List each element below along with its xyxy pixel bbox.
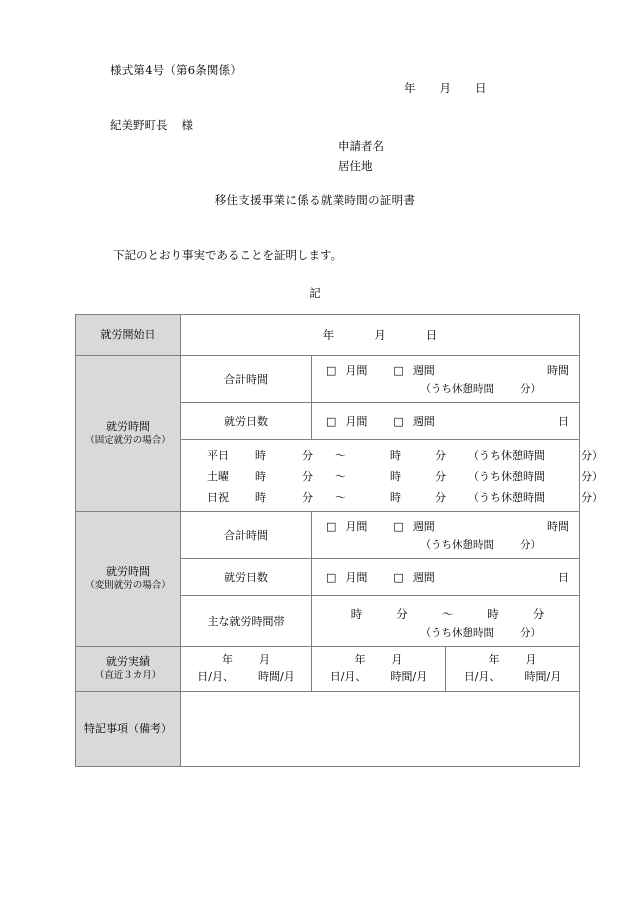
checkbox-icon[interactable]: □ xyxy=(393,415,404,428)
work-record-month-3-year: 年 xyxy=(488,653,500,666)
day-row-weekday-min-from: 分 xyxy=(302,448,313,462)
variable-main-band-tilde: ～ xyxy=(441,607,454,621)
variable-total-hours-break-label: （うち休憩時間 xyxy=(420,539,494,551)
work-record-month-3-month: 月 xyxy=(525,653,537,666)
day-row-sunday-holiday-break-label: （うち休憩時間 xyxy=(468,490,545,504)
fixed-work-header-sub: （固定就労の場合） xyxy=(85,434,171,446)
variable-work-days-label: 就労日数 xyxy=(224,571,268,584)
day-row-weekday-tilde: ～ xyxy=(335,448,346,462)
fixed-total-hours-break-line xyxy=(326,381,569,396)
day-row-sunday-holiday-min-from: 分 xyxy=(302,490,313,504)
variable-total-hours-break-unit: 分） xyxy=(520,539,541,551)
variable-work-header-sub: （変則就労の場合） xyxy=(85,580,171,592)
checkbox-icon[interactable]: □ xyxy=(393,364,404,377)
fixed-work-header xyxy=(76,356,181,512)
day-row-weekday-hour-to: 時 xyxy=(390,448,401,462)
addressee-line xyxy=(110,117,193,133)
work-record-header-main: 就労実績 xyxy=(106,655,150,669)
variable-main-band-value-cell[interactable] xyxy=(312,596,580,647)
work-record-month-1-year: 年 xyxy=(222,653,233,666)
fixed-total-hours-label-cell xyxy=(181,356,312,403)
work-record-month-2-line1 xyxy=(312,652,445,669)
notes-header-label: 特記事項（備考） xyxy=(84,721,172,735)
day-row-sunday-holiday xyxy=(181,486,603,507)
fixed-total-hours-value-cell[interactable] xyxy=(312,356,580,403)
start-date-day-label: 日 xyxy=(425,328,438,342)
day-row-saturday-break-label: （うち休憩時間 xyxy=(468,469,545,483)
date-year-label: 年 xyxy=(404,81,416,95)
day-row-sunday-holiday-hour-from: 時 xyxy=(255,490,266,504)
start-date-header xyxy=(76,315,181,356)
work-record-month-1 xyxy=(181,647,311,691)
fixed-day-details xyxy=(181,440,603,511)
addressee-name: 紀美野町長 xyxy=(110,118,168,132)
checkbox-icon[interactable]: □ xyxy=(326,415,337,428)
day-row-weekday-hour-from: 時 xyxy=(255,448,266,462)
fixed-total-hours-value xyxy=(312,356,579,402)
work-hours-table xyxy=(75,314,603,767)
work-record-month-3-line2 xyxy=(446,669,579,686)
applicant-address-label: 居住地 xyxy=(338,159,373,173)
day-row-saturday-break-unit: 分） xyxy=(581,469,603,483)
day-row-saturday-min-to: 分 xyxy=(435,469,446,483)
notes-header xyxy=(76,692,181,767)
variable-main-band-value xyxy=(312,596,579,646)
work-record-month-3-cell[interactable] xyxy=(446,647,580,692)
start-date-month-label: 月 xyxy=(374,328,386,342)
document-date-line xyxy=(404,80,487,96)
fixed-work-days-unit: 日 xyxy=(558,415,569,428)
variable-main-band-hour-to: 時 xyxy=(487,607,499,621)
work-record-month-2-days: 日/月、 xyxy=(329,669,367,683)
fixed-work-days-value xyxy=(312,407,579,435)
work-record-header xyxy=(76,647,181,692)
day-row-saturday-hour-from: 時 xyxy=(255,469,266,483)
table-row-start-date xyxy=(76,315,580,356)
variable-work-days-check-line xyxy=(326,569,569,585)
fixed-total-hours-weekly-label: 週間 xyxy=(412,364,435,377)
fixed-work-header-main: 就労時間 xyxy=(106,419,150,433)
start-date-value-cell[interactable] xyxy=(181,315,580,356)
day-row-weekday-break-unit: 分） xyxy=(581,448,603,462)
variable-work-days-value-cell[interactable] xyxy=(312,559,580,596)
variable-main-band-time-line xyxy=(326,602,569,622)
work-record-month-2-line2 xyxy=(312,669,445,686)
fixed-total-hours-monthly-label: 月間 xyxy=(345,364,368,377)
day-row-saturday-tilde: ～ xyxy=(335,469,346,483)
work-record-month-3 xyxy=(446,647,579,691)
notes-value xyxy=(181,723,579,735)
fixed-total-hours-break-unit: 分） xyxy=(520,383,541,395)
day-row-sunday-holiday-break-unit: 分） xyxy=(581,490,603,504)
variable-total-hours-unit: 時間 xyxy=(547,520,569,533)
day-row-weekday-min-to: 分 xyxy=(435,448,446,462)
variable-main-band-hour-from: 時 xyxy=(350,607,363,621)
start-date-year-label: 年 xyxy=(322,328,335,342)
work-record-month-2-year: 年 xyxy=(354,653,366,666)
day-row-sunday-holiday-hour-to: 時 xyxy=(390,490,401,504)
table-row-notes xyxy=(76,692,580,767)
variable-total-hours-label-cell xyxy=(181,512,312,559)
variable-main-band-label: 主な就労時間帯 xyxy=(207,615,285,628)
day-row-saturday-hour-to: 時 xyxy=(390,469,401,483)
variable-main-band-label-cell xyxy=(181,596,312,647)
addressee-honorific: 様 xyxy=(181,118,193,132)
checkbox-icon[interactable]: □ xyxy=(393,571,404,584)
table-row-fixed-total-hours xyxy=(76,356,580,403)
start-date-value xyxy=(181,315,579,355)
applicant-name-label: 申請者名 xyxy=(338,139,384,153)
ki-mark: 記 xyxy=(309,286,321,300)
fixed-day-details-cell[interactable] xyxy=(181,440,603,512)
variable-total-hours-weekly-label: 週間 xyxy=(412,520,435,533)
work-record-month-1-days: 日/月、 xyxy=(197,669,234,683)
variable-total-hours-value xyxy=(312,512,579,558)
document-title: 移住支援事業に係る就業時間の証明書 xyxy=(214,193,416,207)
fixed-work-days-check-line xyxy=(326,413,569,429)
work-record-header-sub: （直近３カ月） xyxy=(94,670,162,682)
variable-work-days-label-cell xyxy=(181,559,312,596)
variable-total-hours-break-line xyxy=(326,537,569,552)
date-day-label: 日 xyxy=(475,81,487,95)
work-record-month-2-cell[interactable] xyxy=(312,647,446,692)
variable-total-hours-value-cell[interactable] xyxy=(312,512,580,559)
variable-work-days-weekly-label: 週間 xyxy=(412,571,435,584)
fixed-work-days-label-cell xyxy=(181,403,312,440)
notes-value-cell[interactable] xyxy=(181,692,580,767)
fixed-total-hours-unit: 時間 xyxy=(547,364,569,377)
work-record-month-1-line2 xyxy=(181,669,311,686)
work-record-month-1-line1 xyxy=(181,652,311,669)
certification-statement: 下記のとおり事実であることを証明します。 xyxy=(113,248,343,262)
variable-main-band-min-to: 分 xyxy=(532,607,545,621)
work-record-month-3-days: 日/月、 xyxy=(463,669,501,683)
work-record-month-1-hours: 時間/月 xyxy=(258,669,295,683)
checkbox-icon[interactable]: □ xyxy=(326,571,337,584)
checkbox-icon[interactable]: □ xyxy=(326,364,337,377)
fixed-total-hours-check-line xyxy=(326,362,569,378)
variable-main-band-break-unit: 分） xyxy=(520,627,541,639)
day-row-sunday-holiday-min-to: 分 xyxy=(435,490,446,504)
variable-work-days-value xyxy=(312,563,579,591)
checkbox-icon[interactable]: □ xyxy=(393,520,404,533)
variable-work-days-monthly-label: 月間 xyxy=(345,571,368,584)
work-record-month-2 xyxy=(312,647,445,691)
day-row-sunday-holiday-label: 日祝 xyxy=(207,490,229,504)
variable-total-hours-monthly-label: 月間 xyxy=(345,520,368,533)
variable-work-header-main: 就労時間 xyxy=(106,565,150,579)
day-row-weekday-break-label: （うち休憩時間 xyxy=(468,448,545,462)
variable-main-band-break-line xyxy=(326,625,569,640)
work-record-month-3-hours: 時間/月 xyxy=(524,669,562,683)
start-date-header-label: 就労開始日 xyxy=(100,327,156,341)
variable-main-band-min-from: 分 xyxy=(396,607,408,621)
work-record-month-2-hours: 時間/月 xyxy=(390,669,428,683)
table-row-variable-total-hours xyxy=(76,512,580,559)
table-row-work-record xyxy=(76,647,580,692)
date-month-label: 月 xyxy=(439,81,451,95)
work-record-month-1-month: 月 xyxy=(259,653,270,666)
fixed-total-hours-label: 合計時間 xyxy=(224,373,268,386)
variable-total-hours-label: 合計時間 xyxy=(224,529,268,542)
variable-total-hours-check-line xyxy=(326,518,569,534)
work-record-month-1-cell[interactable] xyxy=(181,647,312,692)
fixed-work-days-value-cell[interactable] xyxy=(312,403,580,440)
day-row-weekday xyxy=(181,444,603,465)
work-record-month-2-month: 月 xyxy=(391,653,403,666)
day-row-saturday-min-from: 分 xyxy=(302,469,313,483)
day-row-sunday-holiday-tilde: ～ xyxy=(335,490,346,504)
work-record-month-3-line1 xyxy=(446,652,579,669)
day-row-weekday-label: 平日 xyxy=(207,448,229,462)
form-number: 様式第4号（第6条関係） xyxy=(110,63,243,77)
fixed-work-days-label: 就労日数 xyxy=(224,415,268,428)
fixed-total-hours-break-label: （うち休憩時間 xyxy=(420,383,494,395)
variable-work-header xyxy=(76,512,181,647)
variable-work-days-unit: 日 xyxy=(558,571,569,584)
day-row-saturday-label: 土曜 xyxy=(207,469,229,483)
day-row-saturday xyxy=(181,465,603,486)
fixed-work-days-monthly-label: 月間 xyxy=(345,415,368,428)
checkbox-icon[interactable]: □ xyxy=(326,520,337,533)
fixed-work-days-weekly-label: 週間 xyxy=(412,415,435,428)
variable-main-band-break-label: （うち休憩時間 xyxy=(420,627,494,639)
